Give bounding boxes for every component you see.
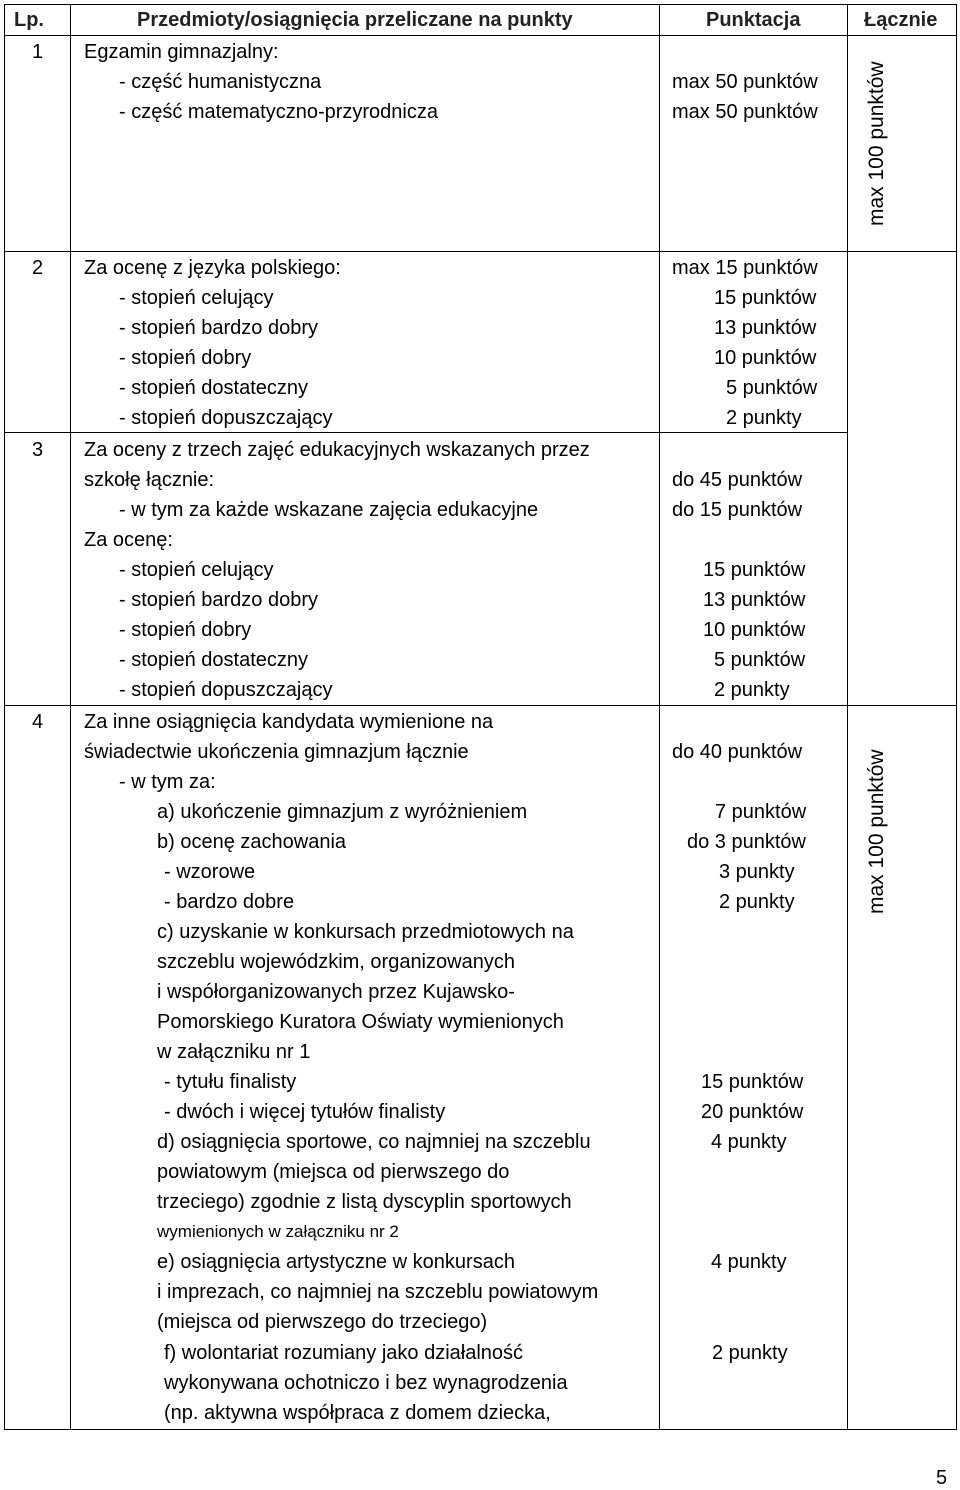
row3-points-7: 2 punkty <box>714 679 790 701</box>
row3-points-6: 5 punktów <box>714 649 806 671</box>
row1-line-1: Egzamin gimnazjalny: <box>84 41 279 63</box>
row4-line-1: Za inne osiągnięcia kandydata wymienione na <box>84 711 494 733</box>
row1-points-1: max 50 punktów <box>672 71 818 93</box>
row2-points-3: 13 punktów <box>714 317 817 339</box>
row3-line-9: - stopień dopuszczający <box>119 679 333 701</box>
row4-line-12: w załączniku nr 1 <box>157 1041 311 1063</box>
row4-line-16: powiatowym (miejsca od pierwszego do <box>157 1161 510 1183</box>
header-bottom-border <box>4 35 956 36</box>
row4-line-18: wymienionych w załączniku nr 2 <box>157 1222 399 1241</box>
header-lp: Lp. <box>14 9 44 31</box>
header-total: Łącznie <box>864 9 938 31</box>
row4-line-24: (np. aktywna współpraca z domem dziecka, <box>164 1402 551 1424</box>
row1-bottom-border <box>4 251 956 252</box>
row2-line-5: - stopień dostateczny <box>119 377 308 399</box>
row3-line-4: Za ocenę: <box>84 529 173 551</box>
row3-bottom-border <box>4 705 956 706</box>
row2-line-2: - stopień celujący <box>119 287 274 309</box>
col-divider-points <box>659 4 660 1430</box>
row2-number: 2 <box>32 257 44 279</box>
table-border-right <box>956 4 957 1430</box>
header-points: Punktacja <box>706 9 801 31</box>
row4-line-11: Pomorskiego Kuratora Oświaty wymienionych <box>157 1011 564 1033</box>
row4-line-17: trzeciego) zgodnie z listą dyscyplin sportowych <box>157 1191 572 1213</box>
row4-line-15: d) osiągnięcia sportowe, co najmniej na szczeblu <box>157 1131 591 1153</box>
row4-line-4: a) ukończenie gimnazjum z wyróżnieniem <box>157 801 528 823</box>
row4-points-6: 15 punktów <box>701 1071 804 1093</box>
row3-line-7: - stopień dobry <box>119 619 252 641</box>
row3-points-1: do 45 punktów <box>672 469 803 491</box>
row2-points-5: 5 punktów <box>726 377 818 399</box>
header-subjects: Przedmioty/osiągnięcia przeliczane na punkty <box>137 9 573 31</box>
row1-points-2: max 50 punktów <box>672 101 818 123</box>
row1-line-2: - część humanistyczna <box>119 71 322 93</box>
row4-points-1: do 40 punktów <box>672 741 803 763</box>
row3-line-2: szkołę łącznie: <box>84 469 215 491</box>
row4-line-21: (miejsca od pierwszego do trzeciego) <box>157 1311 488 1333</box>
row2-line-1: Za ocenę z języka polskiego: <box>84 257 341 279</box>
row4-points-9: 4 punkty <box>711 1251 787 1273</box>
page-number: 5 <box>936 1467 948 1489</box>
row4-line-3: - w tym za: <box>119 771 216 793</box>
col-divider-total <box>847 4 848 1430</box>
row3-line-1: Za oceny z trzech zajęć edukacyjnych wskazanych przez <box>84 439 590 461</box>
row4-points-5: 2 punkty <box>719 891 795 913</box>
row4-points-3: do 3 punktów <box>687 831 806 853</box>
row1-line-3: - część matematyczno-przyrodnicza <box>119 101 438 123</box>
row4-line-2: świadectwie ukończenia gimnazjum łącznie <box>84 741 469 763</box>
row3-line-8: - stopień dostateczny <box>119 649 308 671</box>
row3-points-5: 10 punktów <box>703 619 806 641</box>
row4-points-2: 7 punktów <box>715 801 807 823</box>
row2-line-6: - stopień dopuszczający <box>119 407 333 429</box>
row4-points-7: 20 punktów <box>701 1101 804 1123</box>
row1-number: 1 <box>32 41 44 63</box>
row4-line-14: - dwóch i więcej tytułów finalisty <box>164 1101 446 1123</box>
row3-points-4: 13 punktów <box>703 589 806 611</box>
col-divider-lp <box>70 4 71 1430</box>
row2-points-1: max 15 punktów <box>672 257 818 279</box>
table-border-bottom <box>4 1429 956 1430</box>
group2-total-label: max 100 punktów <box>865 749 888 914</box>
row4-line-19: e) osiągnięcia artystyczne w konkursach <box>157 1251 515 1273</box>
row4-line-20: i imprezach, co najmniej na szczeblu powiatowym <box>157 1281 599 1303</box>
row4-line-5: b) ocenę zachowania <box>157 831 347 853</box>
row2-line-4: - stopień dobry <box>119 347 252 369</box>
row3-points-3: 15 punktów <box>703 559 806 581</box>
row2-points-2: 15 punktów <box>714 287 817 309</box>
row4-line-7: - bardzo dobre <box>164 891 295 913</box>
row2-line-3: - stopień bardzo dobry <box>119 317 319 339</box>
row4-number: 4 <box>32 711 44 733</box>
row4-line-13: - tytułu finalisty <box>164 1071 297 1093</box>
row4-line-23: wykonywana ochotniczo i bez wynagrodzenia <box>164 1372 568 1394</box>
row3-number: 3 <box>32 439 44 461</box>
row4-line-6: - wzorowe <box>164 861 256 883</box>
group1-total-label: max 100 punktów <box>865 61 888 226</box>
row4-line-9: szczeblu wojewódzkim, organizowanych <box>157 951 515 973</box>
row4-line-10: i współorganizowanych przez Kujawsko- <box>157 981 515 1003</box>
row3-line-3: - w tym za każde wskazane zajęcia edukacyjne <box>119 499 539 521</box>
row3-line-6: - stopień bardzo dobry <box>119 589 319 611</box>
row4-points-8: 4 punkty <box>711 1131 787 1153</box>
row4-line-22: f) wolontariat rozumiany jako działalność <box>164 1342 524 1364</box>
row4-line-8: c) uzyskanie w konkursach przedmiotowych na <box>157 921 574 943</box>
row4-points-4: 3 punkty <box>719 861 795 883</box>
row2-points-4: 10 punktów <box>714 347 817 369</box>
row4-points-10: 2 punkty <box>712 1342 788 1364</box>
row3-line-5: - stopień celujący <box>119 559 274 581</box>
row2-points-6: 2 punkty <box>726 407 802 429</box>
row3-points-2: do 15 punktów <box>672 499 803 521</box>
table-border-left <box>4 4 5 1430</box>
